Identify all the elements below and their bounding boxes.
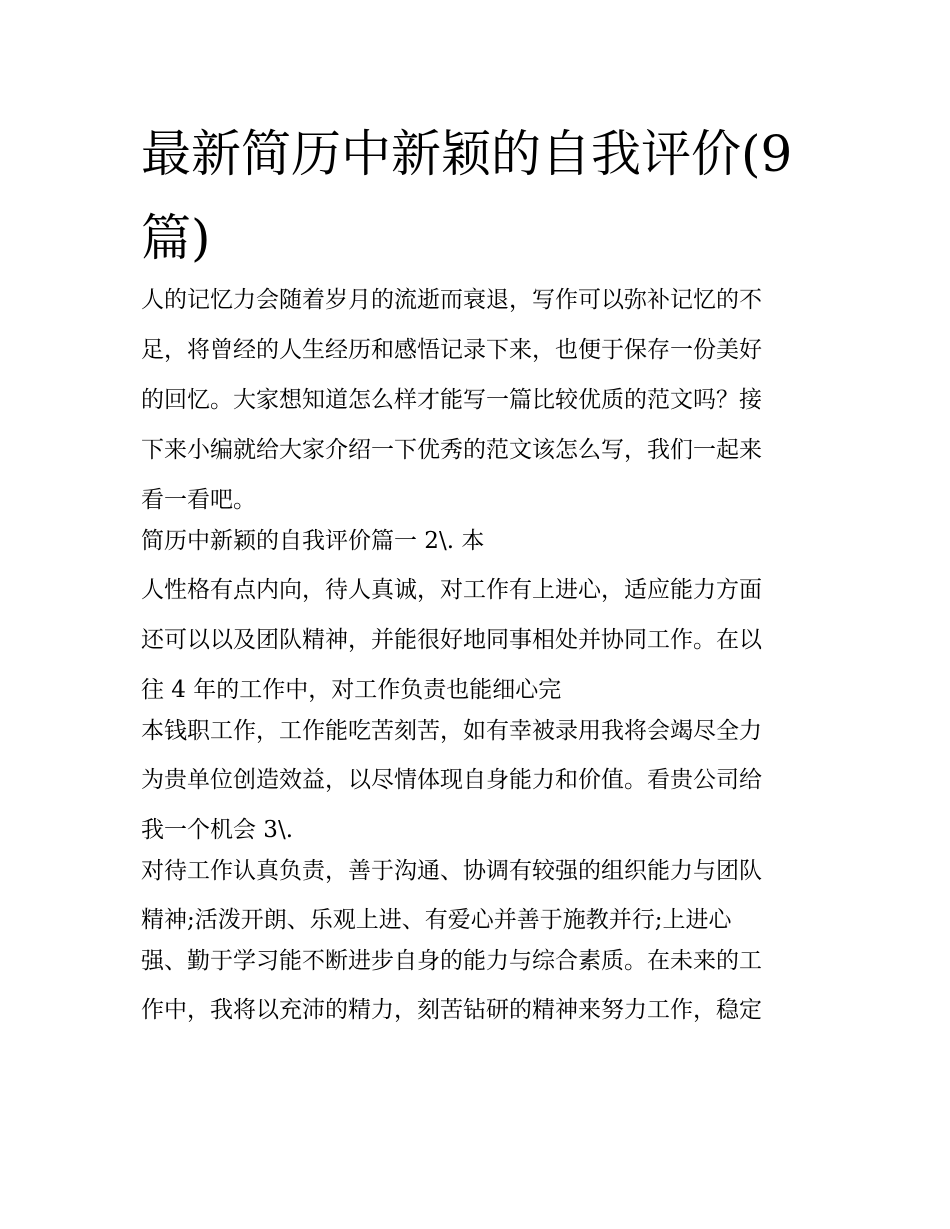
document-body [141,280,821,1030]
body-line: 的回忆。大家想知道怎么样才能写一篇比较优质的范文吗？接 [141,387,762,413]
body-line: 人性格有点内向，待人真诚，对工作有上进心，适应能力方面 [141,577,762,603]
body-line: 对待工作认真负责，善于沟通、协调有较强的组织能力与团队 [141,858,762,884]
title-line: 篇) [141,209,211,267]
body-line: 看一看吧。 [141,487,256,513]
body-line: 本钱职工作，工作能吃苦刻苦，如有幸被录用我将会竭尽全力 [141,718,762,744]
body-line: 我一个机会 3\. [141,817,294,843]
body-line: 还可以以及团队精神，并能很好地同事相处并协同工作。在以 [141,627,762,653]
title-line: 最新简历中新颖的自我评价(9 [141,125,793,183]
body-line: 往 4 年的工作中，对工作负责也能细心完 [141,677,562,703]
body-line: 人的记忆力会随着岁月的流逝而衰退，写作可以弥补记忆的不 [141,287,762,313]
document-title [141,112,821,280]
section-heading-line: 简历中新颖的自我评价篇一 2\. 本 [141,528,485,554]
body-line: 足，将曾经的人生经历和感悟记录下来，也便于保存一份美好 [141,337,762,363]
body-line: 作中，我将以充沛的精力，刻苦钻研的精神来努力工作，稳定 [141,997,762,1023]
body-line: 精神;活泼开朗、乐观上进、有爱心并善于施教并行;上进心 [141,907,732,933]
body-line: 下来小编就给大家介绍一下优秀的范文该怎么写，我们一起来 [141,437,762,463]
body-line: 为贵单位创造效益，以尽情体现自身能力和价值。看贵公司给 [141,767,762,793]
body-line: 强、勤于学习能不断进步自身的能力与综合素质。在未来的工 [141,948,762,974]
